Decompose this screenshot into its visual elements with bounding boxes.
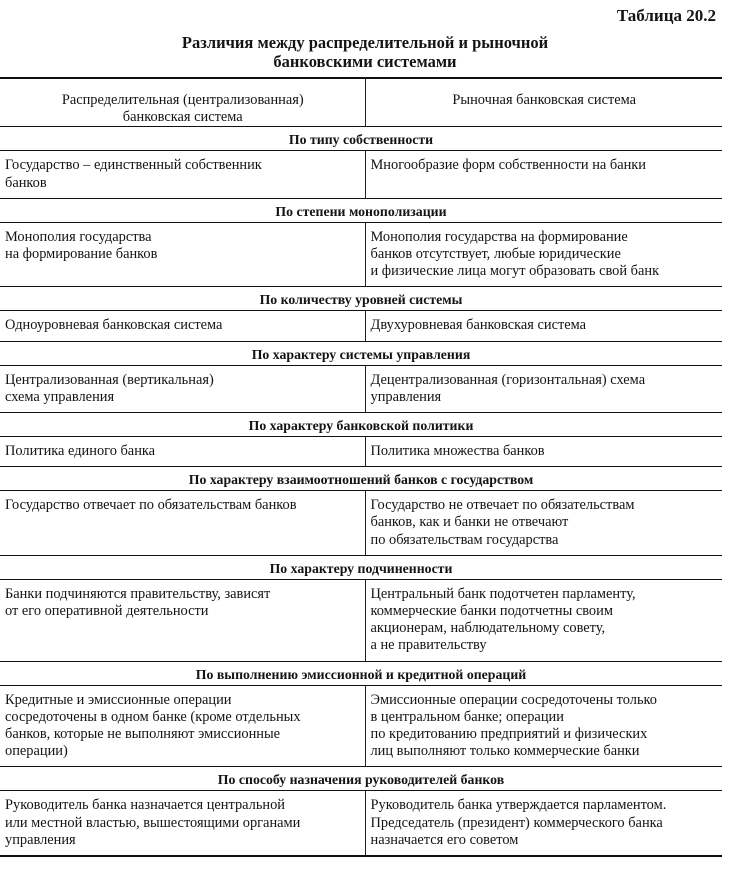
section-heading: По характеру взаимоотношений банков с государством (0, 467, 722, 491)
distributive-system-cell (0, 151, 365, 198)
comparison-table (0, 77, 722, 857)
cell-text-line: Государство отвечает по обязательствам банков (5, 497, 297, 514)
section-heading-row (0, 555, 722, 579)
cell-text-line: операции) (5, 743, 68, 760)
header-left-line: Распределительная (централизованная) (61, 92, 304, 108)
cell-text-line: а не правительству (370, 637, 487, 654)
cell-text-line: схема управления (5, 388, 115, 405)
cell-text-line: управления (370, 388, 442, 405)
comparison-row (0, 365, 722, 412)
cell-text-line: Монополия государства (5, 228, 152, 245)
distributive-system-cell (0, 437, 365, 467)
cell-text-line: Государство не отвечает по обязательствам (370, 497, 635, 514)
section-heading: По количеству уровней системы (0, 287, 722, 311)
cell-text-line: Государство – единственный собственник (5, 157, 262, 174)
distributive-system-cell (0, 491, 365, 556)
market-system-cell (365, 222, 722, 287)
section-heading-row (0, 341, 722, 365)
cell-text-line: в центральном банке; операции (370, 708, 564, 725)
comparison-row (0, 685, 722, 767)
section-heading: По характеру подчиненности (0, 555, 722, 579)
market-system-cell (365, 311, 722, 341)
cell-text-line: Руководитель банка назначается центральной (5, 797, 286, 814)
header-right (365, 78, 722, 127)
cell-text-line: Председатель (президент) коммерческого банка (370, 814, 663, 831)
table-body (0, 127, 722, 856)
cell-text-line: Политика множества банков (370, 443, 545, 460)
cell-text-line: банков, которые не выполняют эмиссионные (5, 726, 281, 743)
comparison-row (0, 151, 722, 198)
section-heading-row (0, 127, 722, 151)
section-heading: По характеру системы управления (0, 341, 722, 365)
cell-text-line: назначается его советом (370, 831, 519, 848)
market-system-cell (365, 791, 722, 856)
section-heading: По степени монополизации (0, 198, 722, 222)
section-heading-row (0, 413, 722, 437)
cell-text-line: Кредитные и эмиссионные операции (5, 691, 232, 708)
market-system-cell (365, 579, 722, 661)
cell-text-line: лиц выполняют только коммерческие банки (370, 743, 640, 760)
comparison-row (0, 491, 722, 556)
distributive-system-cell (0, 791, 365, 856)
cell-text-line: на формирование банков (5, 246, 158, 263)
comparison-row (0, 791, 722, 856)
distributive-system-cell (0, 685, 365, 767)
section-heading-row (0, 287, 722, 311)
section-heading: По выполнению эмиссионной и кредитной операций (0, 661, 722, 685)
market-system-cell (365, 437, 722, 467)
market-system-cell (365, 365, 722, 412)
comparison-row (0, 311, 722, 341)
comparison-row (0, 222, 722, 287)
table-number: Таблица 20.2 (616, 6, 716, 25)
section-heading-row (0, 661, 722, 685)
cell-text-line: управления (5, 831, 76, 848)
distributive-system-cell (0, 222, 365, 287)
cell-text-line: Монополия государства на формирование (370, 228, 628, 245)
table-title-line: Различия между распределительной и рыночной (181, 33, 549, 52)
cell-text-line: от его оперативной деятельности (5, 603, 209, 620)
cell-text-line: банков, как и банки не отвечают (370, 514, 569, 531)
cell-text-line: Банки подчиняются правительству, зависят (5, 585, 271, 602)
table-title (0, 33, 730, 71)
section-heading-row (0, 198, 722, 222)
market-system-cell (365, 151, 722, 198)
cell-text-line: банков (5, 174, 47, 191)
section-heading-row (0, 467, 722, 491)
comparison-row (0, 437, 722, 467)
header-left-line: банковская система (122, 109, 243, 126)
distributive-system-cell (0, 365, 365, 412)
section-heading: По способу назначения руководителей банков (0, 767, 722, 791)
cell-text-line: банков отсутствует, любые юридические (370, 246, 621, 263)
header-left (0, 78, 365, 127)
cell-text-line: сосредоточены в одном банке (кроме отдельных (5, 708, 301, 725)
cell-text-line: Децентрализованная (горизонтальная) схема (370, 371, 646, 388)
header-right-line: Рыночная банковская система (452, 92, 637, 108)
cell-text-line: Многообразие форм собственности на банки (370, 157, 647, 174)
cell-text-line: Эмиссионные операции сосредоточены только (370, 691, 657, 708)
cell-text-line: Руководитель банка утверждается парламентом. (370, 797, 667, 814)
header-row (0, 78, 722, 127)
cell-text-line: или местной властью, вышестоящими органами (5, 814, 301, 831)
distributive-system-cell (0, 579, 365, 661)
market-system-cell (365, 491, 722, 556)
cell-text-line: Двухуровневая банковская система (370, 317, 587, 334)
cell-text-line: по кредитованию предприятий и физических (370, 726, 648, 743)
cell-text-line: Центральный банк подотчетен парламенту, (370, 585, 636, 602)
section-heading: По типу собственности (0, 127, 722, 151)
market-system-cell (365, 685, 722, 767)
distributive-system-cell (0, 311, 365, 341)
cell-text-line: Централизованная (вертикальная) (5, 371, 214, 388)
comparison-row (0, 579, 722, 661)
cell-text-line: Одноуровневая банковская система (5, 317, 223, 334)
cell-text-line: акционерам, наблюдательному совету, (370, 620, 606, 637)
section-heading: По характеру банковской политики (0, 413, 722, 437)
section-heading-row (0, 767, 722, 791)
cell-text-line: коммерческие банки подотчетны своим (370, 603, 613, 620)
table-title-line: банковскими системами (273, 52, 457, 71)
cell-text-line: по обязательствам государства (370, 531, 559, 548)
cell-text-line: и физические лица могут образовать свой банк (370, 263, 660, 280)
cell-text-line: Политика единого банка (5, 443, 156, 460)
